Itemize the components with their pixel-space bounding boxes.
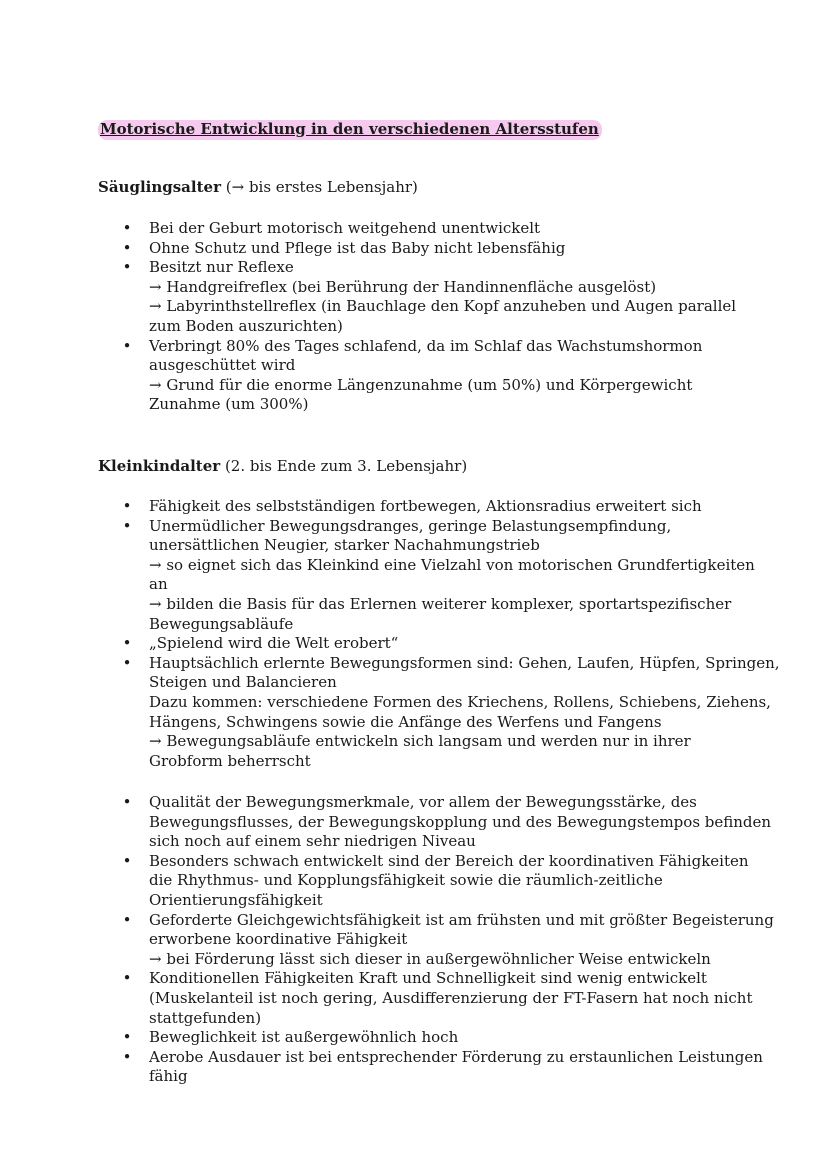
bullet-list-kleinkindalter bbox=[0, 497, 828, 771]
list-item-line: → bei Förderung lässt sich dieser in außergewöhnlicher Weise entwickeln bbox=[149, 949, 711, 968]
list-item-line: → so eignet sich das Kleinkind eine Vielzahl von motorischen Grundfertigkeiten bbox=[149, 555, 755, 574]
list-item-line: Zunahme (um 300%) bbox=[149, 395, 309, 414]
list-item-line: sich noch auf einem sehr niedrigen Niveau bbox=[149, 832, 476, 851]
list-item bbox=[0, 239, 828, 259]
list-item-line: Bei der Geburt motorisch weitgehend unentwickelt bbox=[149, 219, 541, 237]
bullet-list-saeuglingsalter bbox=[0, 219, 828, 415]
list-item bbox=[0, 258, 828, 336]
list-item-line: Hauptsächlich erlernte Bewegungsformen sind: Gehen, Laufen, Hüpfen, Springen, bbox=[149, 653, 780, 672]
list-item-line: unersättlichen Neugier, starker Nachahmungstrieb bbox=[149, 536, 540, 555]
list-item-line: „Spielend wird die Welt erobert“ bbox=[149, 634, 399, 653]
list-item bbox=[0, 1028, 828, 1048]
list-item-line: Bewegungsabläufe bbox=[149, 614, 294, 633]
document-title: Motorische Entwicklung in den verschiedenen Altersstufen bbox=[98, 120, 602, 140]
list-item-line: stattgefunden) bbox=[149, 1008, 262, 1027]
list-item-line: zum Boden auszurichten) bbox=[149, 316, 343, 335]
list-item-line: Fähigkeit des selbstständigen fortbewegen, Aktionsradius erweitert sich bbox=[149, 497, 702, 515]
bullet-marker: • bbox=[122, 969, 132, 988]
list-item-line: → Labyrinthstellreflex (in Bauchlage den Kopf anzuheben und Augen parallel bbox=[149, 297, 737, 316]
list-item-line: Aerobe Ausdauer ist bei entsprechender Förderung zu erstaunlichen Leistungen bbox=[149, 1047, 763, 1066]
list-item-line: Besitzt nur Reflexe bbox=[149, 258, 294, 277]
list-item-line: Qualität der Bewegungsmerkmale, vor allem der Bewegungsstärke, des bbox=[149, 793, 697, 811]
bullet-list-kleinkindalter-continued bbox=[0, 793, 828, 1087]
list-item-line: → Handgreifreflex (bei Berührung der Handinnenfläche ausgelöst) bbox=[149, 277, 657, 296]
list-item-line: Bewegungsflusses, der Bewegungskopplung und des Bewegungstempos befinden bbox=[149, 812, 772, 831]
list-item-line: → bilden die Basis für das Erlernen weiterer komplexer, sportartspezifischer bbox=[149, 594, 732, 613]
list-item bbox=[0, 852, 828, 911]
bullet-marker: • bbox=[122, 497, 132, 515]
list-item-line: Ohne Schutz und Pflege ist das Baby nicht lebensfähig bbox=[149, 238, 566, 257]
list-item-line: die Rhythmus- und Kopplungsfähigkeit sowie die räumlich-zeitliche bbox=[149, 871, 663, 890]
section-heading-label: Kleinkindalter bbox=[98, 457, 221, 475]
bullet-marker: • bbox=[122, 793, 132, 811]
section-heading-range: (2. bis Ende zum 3. Lebensjahr) bbox=[220, 457, 468, 475]
list-item-line: (Muskelanteil ist noch gering, Ausdifferenzierung der FT-Fasern hat noch nicht bbox=[149, 988, 753, 1007]
list-item-line: Hängens, Schwingens sowie die Anfänge des Werfens und Fangens bbox=[149, 712, 662, 731]
list-item-line: Orientierungsfähigkeit bbox=[149, 890, 323, 909]
bullet-marker: • bbox=[122, 910, 132, 929]
list-item-line: Besonders schwach entwickelt sind der Bereich der koordinativen Fähigkeiten bbox=[149, 851, 749, 870]
list-item-line: erworbene koordinative Fähigkeit bbox=[149, 930, 408, 949]
bullet-marker: • bbox=[122, 336, 132, 355]
list-item-line: an bbox=[149, 575, 168, 594]
bullet-marker: • bbox=[122, 1047, 132, 1066]
section-heading-kleinkindalter bbox=[98, 457, 467, 477]
bullet-marker: • bbox=[122, 516, 132, 535]
list-item-line: → Grund für die enorme Längenzunahme (um 50%) und Körpergewicht bbox=[149, 375, 693, 394]
list-item-line: Beweglichkeit ist außergewöhnlich hoch bbox=[149, 1028, 459, 1047]
list-item bbox=[0, 1048, 828, 1087]
list-item-line: Dazu kommen: verschiedene Formen des Kriechens, Rollens, Schiebens, Ziehens, bbox=[149, 692, 771, 711]
section-heading-label: Säuglingsalter bbox=[98, 178, 221, 196]
list-item-line: Unermüdlicher Bewegungsdranges, geringe Belastungsempfindung, bbox=[149, 516, 672, 535]
list-item-line: Grobform beherrscht bbox=[149, 751, 311, 770]
list-item bbox=[0, 969, 828, 1028]
list-item bbox=[0, 517, 828, 635]
bullet-marker: • bbox=[122, 634, 132, 653]
list-item bbox=[0, 634, 828, 654]
bullet-marker: • bbox=[122, 1028, 132, 1047]
list-item-line: fähig bbox=[149, 1067, 188, 1086]
list-item bbox=[0, 654, 828, 772]
bullet-marker: • bbox=[122, 258, 132, 277]
section-heading-range: (→ bis erstes Lebensjahr) bbox=[220, 178, 418, 196]
list-item-line: Konditionellen Fähigkeiten Kraft und Schnelligkeit sind wenig entwickelt bbox=[149, 969, 707, 988]
list-item-line: Geforderte Gleichgewichtsfähigkeit ist am frühsten und mit größter Begeisterung bbox=[149, 910, 774, 929]
list-item bbox=[0, 911, 828, 970]
list-item bbox=[0, 337, 828, 415]
section-heading-saeuglingsalter bbox=[98, 178, 418, 198]
list-item-line: ausgeschüttet wird bbox=[149, 356, 296, 375]
bullet-marker: • bbox=[122, 238, 132, 257]
list-item-line: Verbringt 80% des Tages schlafend, da im Schlaf das Wachstumshormon bbox=[149, 336, 703, 355]
bullet-marker: • bbox=[122, 219, 132, 237]
bullet-marker: • bbox=[122, 653, 132, 672]
list-item bbox=[0, 793, 828, 852]
list-item bbox=[0, 497, 828, 517]
list-item-line: Steigen und Balancieren bbox=[149, 673, 337, 692]
bullet-marker: • bbox=[122, 851, 132, 870]
list-item bbox=[0, 219, 828, 239]
list-item-line: → Bewegungsabläufe entwickeln sich langsam und werden nur in ihrer bbox=[149, 732, 691, 751]
